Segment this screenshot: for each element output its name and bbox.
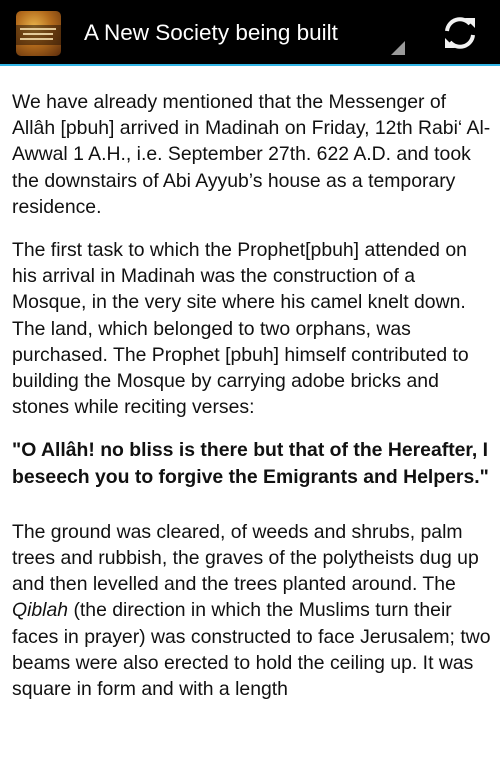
book-cover-icon[interactable] <box>16 11 61 56</box>
icon-text-line <box>23 33 53 35</box>
dropdown-corner-icon[interactable] <box>391 41 405 55</box>
action-bar <box>0 0 500 66</box>
paragraph-text: The ground was cleared, of weeds and shrubs, palm trees and rubbish, the graves of the polytheists dug up and then levelled and the trees planted around. The <box>12 520 479 596</box>
icon-text-line <box>20 38 53 40</box>
article-body <box>12 89 492 719</box>
quote-verse: "O Allâh! no bliss is there but that of the Hereafter, I beseech you to forgive the Emigrants and Helpers." <box>12 439 489 488</box>
paragraph-mosque-construction: The first task to which the Prophet[pbuh] attended on his arrival in Madinah was the construction of a Mosque, in the very site where his camel knelt down. The land, which belonged to two orphans, was purchased. The Prophet [pbuh] himself contributed to building the Mosque by carrying adobe bricks and stones while reciting verses: <box>12 239 469 419</box>
paragraph-arrival: We have already mentioned that the Messenger of Allâh [pbuh] arrived in Madinah on Friday, 12th Rabi‘ Al- Awwal 1 A.H., i.e. September 27th. 622 A.D. and took the downstairs of Abi Ayyub’s house as a temporary residence. <box>12 91 491 218</box>
paragraph-text: (the direction in which the Muslims turn their faces in prayer) was constructed to face Jerusalem; two beams were also erected to hold the ceiling up. It was square in form and with a length <box>12 599 491 701</box>
refresh-icon <box>441 14 479 52</box>
page-title[interactable]: A New Society being built <box>84 20 338 45</box>
paragraph-ground-cleared <box>12 519 492 702</box>
icon-text-line <box>20 28 56 30</box>
qiblah-term: Qiblah <box>12 599 69 622</box>
refresh-button[interactable] <box>441 14 479 52</box>
